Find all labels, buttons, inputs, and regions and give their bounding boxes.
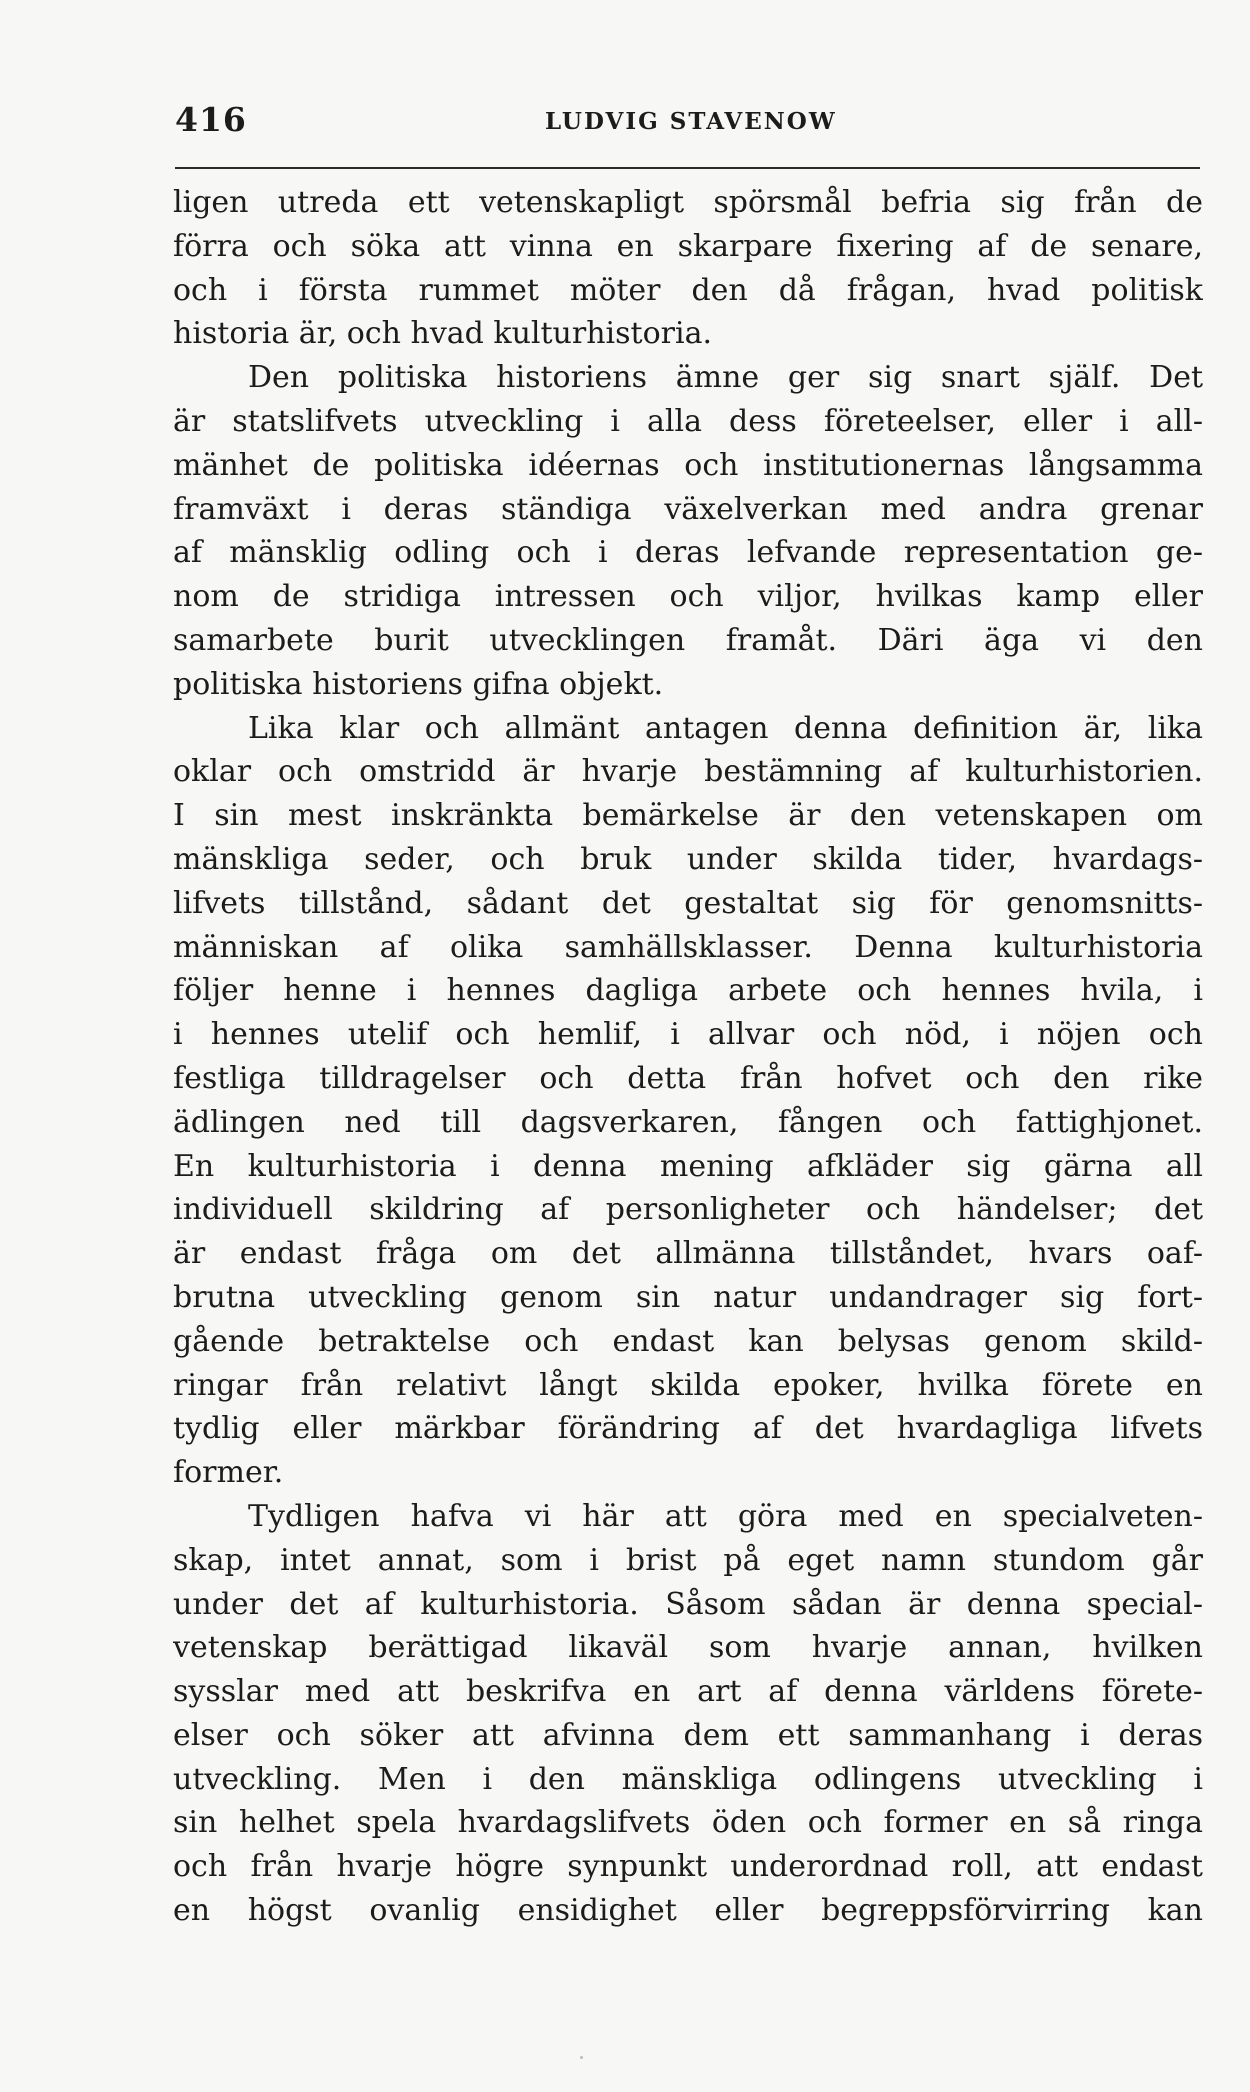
text-line: ädlingen ned till dagsverkaren, fången och fattighjonet. — [173, 1104, 1203, 1140]
body-text — [173, 181, 1203, 1933]
running-head: LUDVIG STAVENOW — [545, 108, 837, 135]
print-speck — [580, 2056, 583, 2059]
text-line: af mänsklig odling och i deras lefvande representation ge- — [173, 535, 1203, 571]
text-line: Den politiska historiens ämne ger sig snart själf. Det — [248, 360, 1203, 396]
text-line: Tydligen hafva vi här att göra med en specialveten- — [248, 1498, 1203, 1534]
text-line: förra och söka att vinna en skarpare fixering af de senare, — [173, 228, 1203, 264]
text-line: skap, intet annat, som i brist på eget namn stundom går — [173, 1542, 1203, 1578]
text-line: framväxt i deras ständiga växelverkan med andra grenar — [173, 491, 1203, 527]
text-line: och i första rummet möter den då frågan, hvad politisk — [173, 272, 1203, 308]
text-line: mänhet de politiska idéernas och institutionernas långsamma — [173, 447, 1203, 483]
text-line: nom de stridiga intressen och viljor, hvilkas kamp eller — [173, 579, 1203, 615]
text-line: gående betraktelse och endast kan belysas genom skild- — [173, 1323, 1203, 1359]
page-header — [175, 100, 1200, 150]
text-line: är statslifvets utveckling i alla dess företeelser, eller i all- — [173, 403, 1203, 439]
page-number: 416 — [175, 100, 247, 139]
text-line: former. — [173, 1455, 284, 1491]
text-line: samarbete burit utvecklingen framåt. Däri äga vi den — [173, 622, 1203, 658]
text-line: sin helhet spela hvardagslifvets öden och former en så ringa — [173, 1805, 1203, 1841]
text-line: ringar från relativt långt skilda epoker, hvilka förete en — [173, 1367, 1203, 1403]
text-line: oklar och omstridd är hvarje bestämning af kulturhistorien. — [173, 754, 1203, 790]
text-line: historia är, och hvad kulturhistoria. — [173, 316, 713, 352]
header-rule — [175, 167, 1200, 169]
text-line: elser och söker att afvinna dem ett sammanhang i deras — [173, 1717, 1203, 1753]
text-line: sysslar med att beskrifva en art af denna världens förete- — [173, 1674, 1203, 1710]
text-line: och från hvarje högre synpunkt underordnad roll, att endast — [173, 1849, 1203, 1885]
text-line: ligen utreda ett vetenskapligt spörsmål befria sig från de — [173, 185, 1203, 220]
text-line: följer henne i hennes dagliga arbete och hennes hvila, i — [173, 973, 1203, 1009]
text-line: under det af kulturhistoria. Såsom sådan är denna special- — [173, 1586, 1203, 1622]
text-line: politiska historiens gifna objekt. — [173, 666, 664, 702]
text-line: är endast fråga om det allmänna tillståndet, hvars oaf- — [173, 1236, 1203, 1272]
text-line: I sin mest inskränkta bemärkelse är den vetenskapen om — [173, 798, 1203, 834]
text-line: människan af olika samhällsklasser. Denna kulturhistoria — [173, 929, 1203, 965]
text-line: brutna utveckling genom sin natur undandrager sig fort- — [173, 1279, 1203, 1315]
text-line: i hennes utelif och hemlif, i allvar och nöd, i nöjen och — [173, 1017, 1203, 1053]
text-line: vetenskap berättigad likaväl som hvarje annan, hvilken — [173, 1630, 1203, 1666]
text-line: lifvets tillstånd, sådant det gestaltat sig för genomsnitts- — [173, 885, 1203, 921]
text-line: utveckling. Men i den mänskliga odlingens utveckling i — [173, 1761, 1203, 1797]
text-line: festliga tilldragelser och detta från hofvet och den rike — [173, 1060, 1203, 1096]
text-line: tydlig eller märkbar förändring af det hvardagliga lifvets — [173, 1411, 1203, 1447]
text-line: En kulturhistoria i denna mening afkläder sig gärna all — [173, 1148, 1203, 1184]
text-line: mänskliga seder, och bruk under skilda tider, hvardags- — [173, 841, 1203, 877]
text-line: Lika klar och allmänt antagen denna definition är, lika — [248, 710, 1203, 746]
text-line: individuell skildring af personligheter och händelser; det — [173, 1192, 1203, 1228]
text-line: en högst ovanlig ensidighet eller begreppsförvirring kan — [173, 1893, 1203, 1929]
